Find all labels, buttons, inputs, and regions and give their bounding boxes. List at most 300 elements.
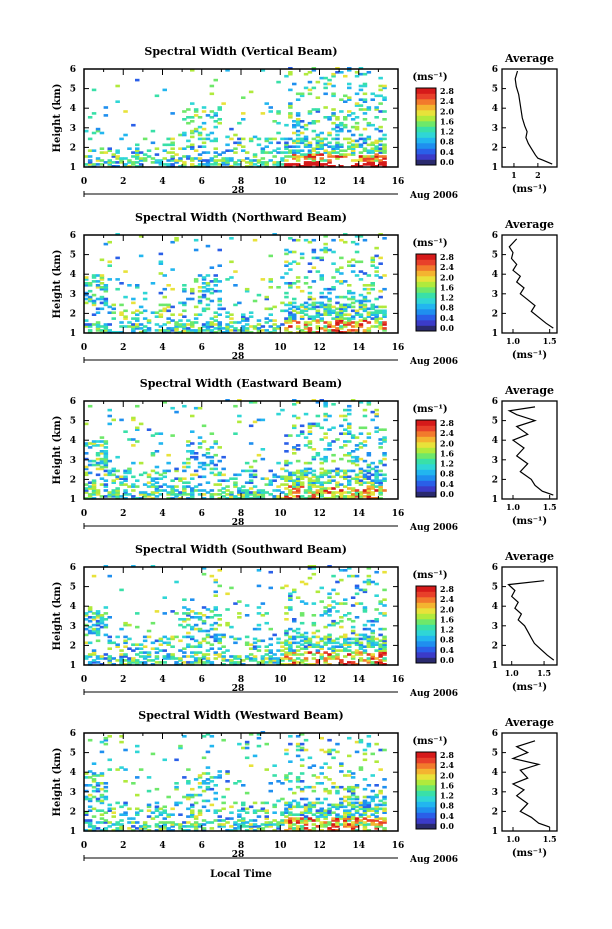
heatmap-cell xyxy=(339,415,344,418)
x-tick-label: 16 xyxy=(391,841,405,851)
heatmap-cell xyxy=(218,614,223,617)
heatmap-cell xyxy=(210,788,215,791)
heatmap-cell xyxy=(206,630,211,633)
heatmap-cell xyxy=(170,407,175,410)
heatmap-cell xyxy=(359,442,364,445)
heatmap-cell xyxy=(339,470,344,473)
heatmap-cell xyxy=(304,739,309,742)
heatmap-cell xyxy=(218,493,223,496)
heatmap-cell xyxy=(359,89,364,92)
heatmap-cell xyxy=(166,144,171,147)
heatmap-cell xyxy=(245,151,250,154)
heatmap-cell xyxy=(198,476,203,479)
heatmap-cell xyxy=(206,151,211,154)
heatmap-cell xyxy=(159,292,164,295)
heatmap-cell xyxy=(170,610,175,613)
heatmap-cell xyxy=(221,634,226,637)
heatmap-cell xyxy=(151,142,156,145)
heatmap-cell xyxy=(245,604,250,607)
colorbar-segment xyxy=(416,154,436,160)
heatmap-cell xyxy=(363,239,368,242)
heatmap-cell xyxy=(288,462,293,465)
colorbar-label: 2.8 xyxy=(440,252,454,262)
heatmap-cell xyxy=(316,319,321,322)
average-y-tick-label: 6 xyxy=(491,397,498,407)
heatmap-cell xyxy=(186,145,191,148)
panel-title: Spectral Width (Westward Beam) xyxy=(138,709,344,722)
heatmap-cell xyxy=(284,304,289,307)
heatmap-cell xyxy=(202,138,207,141)
heatmap-cell xyxy=(119,628,124,631)
heatmap-cell xyxy=(269,325,274,328)
heatmap-cell xyxy=(210,780,215,783)
heatmap-cell xyxy=(284,753,289,756)
heatmap-cell xyxy=(323,798,328,801)
heatmap-cell xyxy=(155,495,160,498)
heatmap-cell xyxy=(119,766,124,769)
heatmap-cell xyxy=(331,251,336,254)
heatmap-cell xyxy=(292,83,297,86)
heatmap-cell xyxy=(308,766,313,769)
heatmap-cell xyxy=(288,155,293,158)
heatmap-cell xyxy=(186,155,191,158)
heatmap-cell xyxy=(210,610,215,613)
panel-title: Spectral Width (Northward Beam) xyxy=(135,211,347,224)
heatmap-cell xyxy=(115,278,120,281)
heatmap-cell xyxy=(292,163,297,166)
heatmap-cell xyxy=(323,821,328,824)
colorbar-segment xyxy=(416,448,436,454)
heatmap-cell xyxy=(214,594,219,597)
heatmap-cell xyxy=(304,153,309,156)
heatmap-cell xyxy=(100,159,105,162)
heatmap-cell xyxy=(351,306,356,309)
heatmap-cell xyxy=(300,290,305,293)
heatmap-cell xyxy=(347,796,352,799)
heatmap-cell xyxy=(288,743,293,746)
heatmap-cell xyxy=(351,112,356,115)
heatmap-cell xyxy=(284,310,289,313)
heatmap-cell xyxy=(316,134,321,137)
heatmap-cell xyxy=(363,460,368,463)
heatmap-cell xyxy=(104,446,109,449)
heatmap-cell xyxy=(253,491,257,494)
heatmap-cell xyxy=(343,634,348,637)
panel-title: Spectral Width (Vertical Beam) xyxy=(144,45,338,58)
heatmap-cell xyxy=(374,247,379,250)
average-title: Average xyxy=(504,550,555,563)
heatmap-cell xyxy=(374,153,379,156)
heatmap-cell xyxy=(272,774,277,777)
heatmap-cell xyxy=(280,642,285,645)
heatmap-cell xyxy=(100,821,105,824)
heatmap-cell xyxy=(245,655,250,658)
heatmap-cell xyxy=(327,634,332,637)
heatmap-cell xyxy=(269,649,274,652)
average-y-tick-label: 1 xyxy=(491,661,498,671)
heatmap-cell xyxy=(296,145,301,148)
colorbar-segment xyxy=(416,143,436,149)
heatmap-cell xyxy=(308,321,313,324)
heatmap-cell xyxy=(265,491,270,494)
heatmap-cell xyxy=(374,583,379,586)
heatmap-cell xyxy=(367,823,372,826)
heatmap-cell xyxy=(194,612,199,615)
heatmap-cell xyxy=(300,811,305,814)
heatmap-cell xyxy=(139,311,144,314)
heatmap-cell xyxy=(343,440,348,443)
heatmap-cell xyxy=(347,802,352,805)
y-tick-label: 3 xyxy=(69,787,76,798)
heatmap-cell xyxy=(327,132,332,135)
heatmap-cell xyxy=(304,321,309,324)
heatmap-cell xyxy=(316,415,321,418)
x-axis-label: Local Time xyxy=(210,869,272,880)
heatmap-cell xyxy=(371,311,376,314)
heatmap-cell xyxy=(280,310,285,313)
heatmap-cell xyxy=(280,157,285,160)
heatmap-cell xyxy=(112,317,117,320)
heatmap-cell xyxy=(155,651,160,654)
heatmap-cell xyxy=(296,286,301,289)
heatmap-cell xyxy=(292,472,297,475)
heatmap-cell xyxy=(174,153,179,156)
heatmap-cell xyxy=(182,606,187,609)
heatmap-cell xyxy=(304,489,309,492)
y-tick-label: 1 xyxy=(69,661,76,671)
heatmap-cell xyxy=(233,142,238,145)
heatmap-cell xyxy=(343,806,348,809)
heatmap-cell xyxy=(131,124,136,127)
heatmap-cell xyxy=(276,476,281,479)
heatmap-cell xyxy=(316,642,321,645)
heatmap-cell xyxy=(229,138,234,141)
heatmap-cell xyxy=(131,438,136,441)
heatmap-cell xyxy=(202,638,207,641)
heatmap-cell xyxy=(335,786,340,789)
heatmap-cells xyxy=(84,233,387,334)
heatmap-cell xyxy=(221,823,226,826)
heatmap-cell xyxy=(347,423,352,426)
heatmap-cell xyxy=(300,315,305,318)
heatmap-cell xyxy=(363,329,368,332)
heatmap-cell xyxy=(178,823,183,826)
heatmap-cell xyxy=(284,815,289,818)
heatmap-cell xyxy=(174,782,179,785)
heatmap-cell xyxy=(371,462,376,465)
heatmap-cell xyxy=(174,411,179,414)
heatmap-cell xyxy=(351,450,356,453)
heatmap-cell xyxy=(147,636,152,639)
heatmap-cell xyxy=(225,157,230,160)
heatmap-cell xyxy=(202,462,207,465)
heatmap-cell xyxy=(202,614,207,617)
heatmap-cell xyxy=(367,155,372,158)
heatmap-cell xyxy=(261,419,266,422)
colorbar-unit: (ms⁻¹) xyxy=(412,570,448,581)
heatmap-cell xyxy=(135,317,140,320)
heatmap-cells xyxy=(84,731,387,832)
heatmap-cell xyxy=(245,792,250,795)
heatmap-cell xyxy=(147,630,152,633)
heatmap-cell xyxy=(363,304,368,307)
heatmap-cell xyxy=(359,73,364,76)
heatmap-cell xyxy=(280,798,285,801)
heatmap-cell xyxy=(159,808,164,811)
heatmap-cell xyxy=(163,288,168,291)
heatmap-cell xyxy=(88,159,93,162)
heatmap-cell xyxy=(304,583,309,586)
heatmap-cell xyxy=(374,430,379,433)
heatmap-cell xyxy=(170,138,175,141)
heatmap-cell xyxy=(206,288,211,291)
heatmap-cell xyxy=(123,476,128,479)
heatmap-cell xyxy=(108,329,113,332)
heatmap-cell xyxy=(276,122,281,125)
y-axis-label: Height (km) xyxy=(52,249,63,319)
average-x-unit: (ms⁻¹) xyxy=(511,682,548,693)
heatmap-cell xyxy=(245,462,250,465)
heatmap-cell xyxy=(218,122,223,125)
heatmap-cell xyxy=(194,628,199,631)
heatmap-cell xyxy=(331,817,336,820)
heatmap-cell xyxy=(374,409,379,412)
heatmap-cell xyxy=(206,778,211,781)
heatmap-cell xyxy=(300,817,305,820)
colorbar-segment xyxy=(416,94,436,100)
heatmap-cell xyxy=(343,569,348,572)
heatmap-cell xyxy=(147,776,152,779)
heatmap-cell xyxy=(378,155,383,158)
heatmap-cell xyxy=(300,93,305,96)
heatmap-cell xyxy=(104,161,109,164)
heatmap-cell xyxy=(186,780,191,783)
heatmap-cell xyxy=(163,304,168,307)
heatmap-cell xyxy=(115,802,120,805)
heatmap-cell xyxy=(371,620,376,623)
heatmap-cell xyxy=(367,308,372,311)
heatmap-cell xyxy=(323,606,328,609)
heatmap-cell xyxy=(331,85,336,88)
heatmap-cell xyxy=(296,657,301,660)
y-tick-label: 4 xyxy=(69,602,76,613)
heatmap-cell xyxy=(312,632,317,635)
heatmap-cell xyxy=(202,294,207,297)
heatmap-cell xyxy=(323,657,328,660)
heatmap-cell xyxy=(331,476,336,479)
heatmap-cell xyxy=(335,813,340,816)
heatmap-cell xyxy=(229,149,234,152)
heatmap-cell xyxy=(233,782,238,785)
heatmap-cell xyxy=(359,802,364,805)
heatmap-cell xyxy=(300,430,305,433)
heatmap-cell xyxy=(151,817,156,820)
heatmap-cell xyxy=(378,643,383,646)
heatmap-cell xyxy=(221,819,226,822)
heatmap-cell xyxy=(147,149,152,152)
heatmap-cell xyxy=(147,651,152,654)
heatmap-cell xyxy=(206,491,211,494)
heatmap-cell xyxy=(92,479,97,482)
heatmap-cell xyxy=(327,145,332,148)
colorbar-segment xyxy=(416,791,436,797)
heatmap-cell xyxy=(378,808,383,811)
heatmap-cell xyxy=(272,323,277,326)
heatmap-cell xyxy=(96,782,101,785)
heatmap-cell xyxy=(131,495,136,498)
colorbar-segment xyxy=(416,486,436,492)
colorbar-segment xyxy=(416,763,436,769)
heatmap-cell xyxy=(131,298,136,301)
heatmap-cell xyxy=(135,147,140,150)
heatmap-cell xyxy=(104,657,109,660)
heatmap-cell xyxy=(139,643,144,646)
heatmap-cell xyxy=(296,802,301,805)
heatmap-cell xyxy=(186,323,191,326)
heatmap-cell xyxy=(316,591,321,594)
heatmap-cell xyxy=(347,290,352,293)
heatmap-cell xyxy=(320,292,325,295)
heatmap-cell xyxy=(131,821,136,824)
heatmap-cell xyxy=(218,298,223,301)
heatmap-cell xyxy=(198,296,203,299)
heatmap-cell xyxy=(214,483,219,486)
colorbar-segment xyxy=(416,780,436,786)
heatmap-cell xyxy=(261,112,266,115)
heatmap-cell xyxy=(186,821,191,824)
heatmap-cell xyxy=(280,645,285,648)
heatmap-cell xyxy=(312,790,317,793)
heatmap-cell xyxy=(312,249,317,252)
heatmap-cell xyxy=(92,772,97,775)
heatmap-cell xyxy=(186,661,191,664)
heatmap-cell xyxy=(347,823,352,826)
heatmap-cell xyxy=(382,657,387,660)
y-tick-label: 1 xyxy=(69,329,76,339)
heatmap-cell xyxy=(253,755,257,758)
colorbar-segment xyxy=(416,630,436,636)
heatmap-cell xyxy=(115,161,120,164)
colorbar-segment xyxy=(416,287,436,293)
heatmap-cell xyxy=(112,474,117,477)
heatmap-cell xyxy=(335,280,340,283)
heatmap-cell xyxy=(304,827,309,830)
y-tick-label: 4 xyxy=(69,104,76,115)
heatmap-cell xyxy=(382,436,387,439)
heatmap-cell xyxy=(139,491,144,494)
heatmap-cell xyxy=(288,606,293,609)
heatmap-cell xyxy=(363,634,368,637)
heatmap-cell xyxy=(237,600,242,603)
heatmap-cell xyxy=(331,325,336,328)
heatmap-cell xyxy=(202,606,207,609)
heatmap-cell xyxy=(178,745,183,748)
heatmap-cell xyxy=(182,462,187,465)
heatmap-cell xyxy=(210,163,215,166)
heatmap-cell xyxy=(108,735,113,738)
heatmap-cell xyxy=(327,608,332,611)
heatmap-cell xyxy=(210,827,215,830)
heatmap-cell xyxy=(276,485,281,488)
heatmap-cell xyxy=(214,120,219,123)
heatmap-cell xyxy=(147,474,152,477)
heatmap-cell xyxy=(190,298,195,301)
heatmap-cell xyxy=(359,108,364,111)
x-tick-label: 10 xyxy=(273,509,287,519)
heatmap-cell xyxy=(229,237,234,240)
heatmap-cell xyxy=(367,149,372,152)
heatmap-cell xyxy=(214,290,219,293)
heatmap-cell xyxy=(88,282,93,285)
heatmap-cell xyxy=(323,487,328,490)
heatmap-cell xyxy=(229,817,234,820)
heatmap-cell xyxy=(214,278,219,281)
heatmap-cell xyxy=(112,489,117,492)
heatmap-cell xyxy=(233,147,238,150)
heatmap-cell xyxy=(190,321,195,324)
average-x-tick-label: 1.0 xyxy=(506,834,520,844)
heatmap-cell xyxy=(127,827,132,830)
heatmap-cell xyxy=(347,653,352,656)
heatmap-cell xyxy=(253,823,257,826)
heatmap-cell xyxy=(166,321,171,324)
heatmap-cell xyxy=(288,642,293,645)
heatmap-cell xyxy=(351,270,356,273)
heatmap-cell xyxy=(367,636,372,639)
heatmap-cell xyxy=(355,649,360,652)
heatmap-cell xyxy=(233,655,238,658)
heatmap-cell xyxy=(378,89,383,92)
colorbar-label: 0.0 xyxy=(440,821,454,831)
heatmap-cell xyxy=(335,311,340,314)
heatmap-cell xyxy=(343,614,348,617)
heatmap-cell xyxy=(237,616,242,619)
heatmap-cell xyxy=(347,755,352,758)
heatmap-cell xyxy=(367,144,372,147)
heatmap-cell xyxy=(312,573,317,576)
average-y-tick-label: 2 xyxy=(491,807,498,818)
heatmap-cell xyxy=(96,444,101,447)
heatmap-cell xyxy=(151,483,156,486)
heatmap-cell xyxy=(280,476,285,479)
heatmap-cell xyxy=(100,147,105,150)
average-x-tick-label: 1.0 xyxy=(506,502,520,512)
heatmap-cell xyxy=(327,159,332,162)
heatmap-cell xyxy=(190,157,195,160)
heatmap-cell xyxy=(96,280,101,283)
heatmap-cell xyxy=(202,823,207,826)
heatmap-cell xyxy=(186,108,191,111)
heatmap-cell xyxy=(351,134,356,137)
heatmap-cell xyxy=(214,454,219,457)
heatmap-cell xyxy=(257,327,262,330)
heatmap-cell xyxy=(182,735,187,738)
heatmap-cell xyxy=(190,130,195,133)
heatmap-cell xyxy=(351,159,356,162)
heatmap-cell xyxy=(339,432,344,435)
heatmap-cell xyxy=(378,446,383,449)
heatmap-cell xyxy=(182,288,187,291)
heatmap-cell xyxy=(323,116,328,119)
heatmap-cell xyxy=(257,294,262,297)
colorbar-label: 0.0 xyxy=(440,489,454,499)
average-y-tick-label: 4 xyxy=(491,270,498,281)
heatmap-cell xyxy=(119,653,124,656)
heatmap-cell xyxy=(276,821,281,824)
heatmap-cell xyxy=(367,802,372,805)
heatmap-cell xyxy=(135,313,140,316)
heatmap-cell xyxy=(359,313,364,316)
